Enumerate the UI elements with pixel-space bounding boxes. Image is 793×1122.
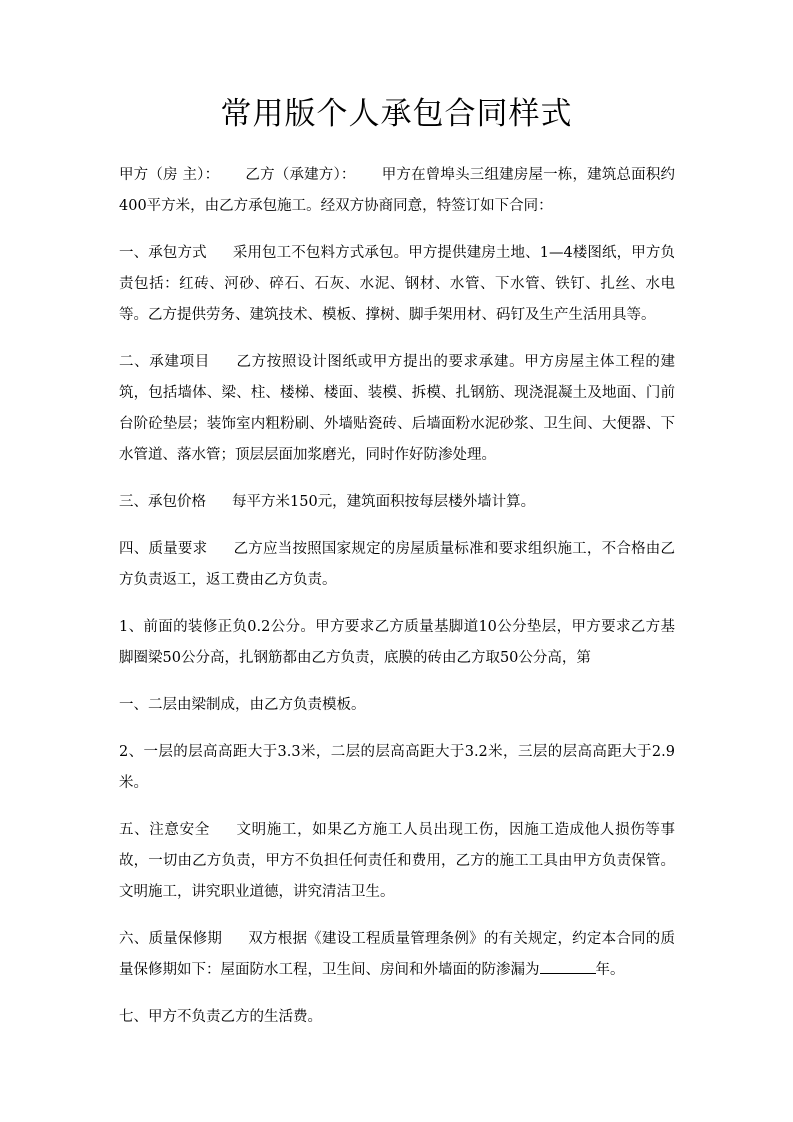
clause-heading: 五、注意安全 [119,822,210,838]
quality-item-2: 2、一层的层高高距大于3.3米，二层的层高高距大于3.2米，三层的层高高距大于2.9米。 [119,744,675,791]
clause-heading: 四、质量要求 [119,541,208,557]
intro-paragraph [119,160,675,222]
clause-price [119,487,675,518]
document-body [119,160,675,1049]
clause-warranty [119,924,675,986]
clause-quality [119,534,675,596]
document-title: 常用版个人承包合同样式 [220,96,573,132]
intro-text: 甲方在曾埠头三组建房屋一栋，建筑总面积约400平方米，由乙方承包施工。经双方协商同意，特签订如下合同： [119,167,676,214]
clause-text: 双方根据《建设工程质量管理条例》的有关规定，约定本合同的质量保修期如下：屋面防水工程，卫生间、房间和外墙面的防渗漏为 [119,931,676,978]
clause-heading: 二、承建项目 [119,354,210,370]
clause-text: 文明施工，如果乙方施工人员出现工伤，因施工造成他人损伤等事故，一切由乙方负责，甲方不负担任何责任和费用，乙方的施工工具由甲方负责保管。文明施工，讲究职业道德，讲究清洁卫生。 [119,822,675,900]
quality-item-1-continued: 一、二层由梁制成，由乙方负责模板。 [119,697,366,713]
clause-suffix: 年。 [595,962,625,978]
clause-heading: 三、承包价格 [119,494,206,510]
clause-contract-method [119,238,675,331]
clause-text: 乙方按照设计图纸或甲方提出的要求承建。甲方房屋主体工程的建筑，包括墙体、梁、柱、楼梯、楼面、装模、拆模、扎钢筋、现浇混凝土及地面、门前台阶砼垫层；装饰室内粗粉刷、外墙贴瓷砖、后墙面粉水泥砂浆、卫生间、大便器、下水管道、落水管；顶层层面加浆磨光，同时作好防渗处理。 [119,354,675,463]
clause-living-expenses: 七、甲方不负责乙方的生活费。 [119,1009,322,1025]
clause-heading: 六、质量保修期 [119,931,223,947]
party-a-label: 甲方（房 主）： [119,167,220,183]
clause-heading: 一、承包方式 [119,245,207,261]
clause-construction-items [119,347,675,471]
quality-item-1: 1、前面的装修正负0.2公分。甲方要求乙方质量基脚道10公分垫层，甲方要求乙方基脚圈梁50公分高，扎钢筋都由乙方负责，底膜的砖由乙方取50公分高，第 [119,619,675,666]
warranty-years-blank[interactable] [540,959,596,974]
clause-text: 乙方应当按照国家规定的房屋质量标准和要求组织施工，不合格由乙方负责返工，返工费由乙方负责。 [119,541,676,588]
clause-text: 每平方米150元，建筑面积按每层楼外墙计算。 [232,494,536,510]
clause-safety [119,815,675,908]
clause-text: 采用包工不包料方式承包。甲方提供建房土地、1—4楼图纸，甲方负责包括：红砖、河砂、碎石、石灰、水泥、钢材、水管、下水管、铁钉、扎丝、水电等。乙方提供劳务、建筑技术、模板、撑树、脚手架用材、码钉及生产生活用具等。 [119,245,676,323]
party-b-label: 乙方（承建方）： [245,167,356,183]
